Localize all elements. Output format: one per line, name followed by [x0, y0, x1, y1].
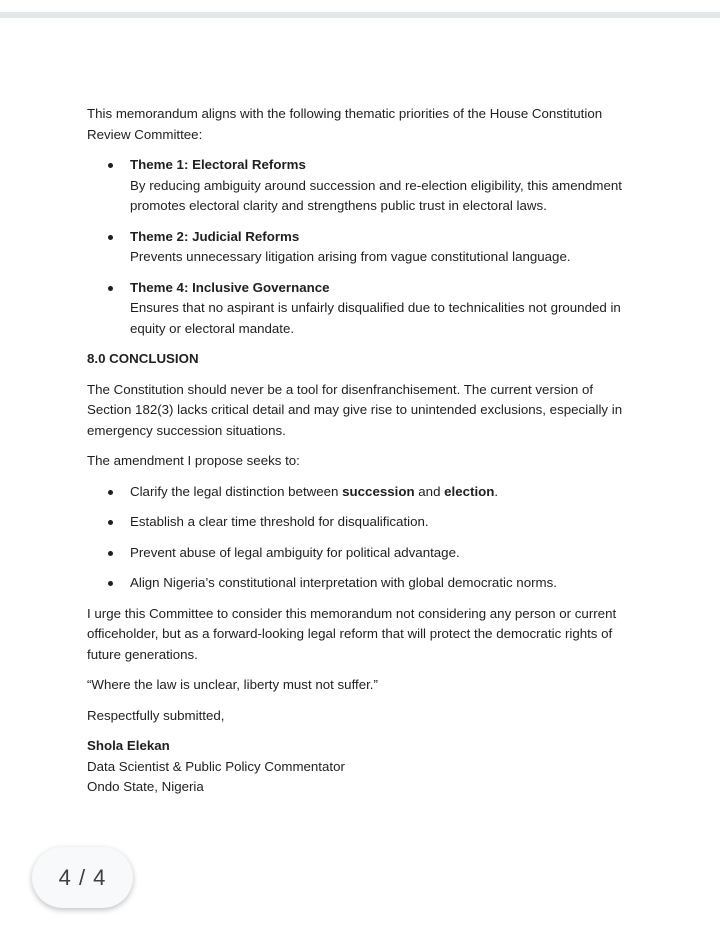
proposal-item	[87, 512, 632, 533]
theme-item	[87, 155, 632, 217]
theme-description: Prevents unnecessary litigation arising from vague constitutional language.	[130, 249, 571, 264]
emphasis-election: election	[444, 483, 495, 499]
proposal-item	[87, 482, 632, 503]
proposal-item	[87, 543, 632, 564]
appeal-paragraph: I urge this Committee to consider this memorandum not considering any person or current officeholder, but as a forward-looking legal reform that will protect the democratic rights of future generations.	[87, 605, 617, 662]
signatory-name: Shola Elekan	[87, 738, 170, 753]
viewer-top-bar	[0, 12, 720, 18]
theme-description: By reducing ambiguity around succession and re-election eligibility, this amendment promotes electoral clarity and strengthens public trust in electoral laws.	[130, 177, 622, 213]
themes-list	[87, 155, 632, 339]
conclusion-paragraph: The Constitution should never be a tool for disenfranchisement. The current version of Section 182(3) lacks critical detail and may give rise to unintended exclusions, especially in emergency succession situations.	[87, 381, 623, 438]
emphasis-succession: succession	[342, 483, 415, 499]
theme-title: Theme 1: Electoral Reforms	[130, 157, 306, 172]
bullet-icon	[108, 490, 113, 495]
bullet-icon	[108, 551, 113, 556]
proposal-list	[87, 482, 632, 594]
quote: “Where the law is unclear, liberty must not suffer.”	[87, 677, 378, 692]
proposal-intro: The amendment I propose seeks to:	[87, 453, 300, 468]
proposal-text-part: .	[494, 483, 499, 499]
signatory-location: Ondo State, Nigeria	[87, 779, 204, 794]
proposal-text	[130, 484, 498, 499]
proposal-text-part: Clarify the legal distinction between	[130, 483, 343, 499]
proposal-text: Establish a clear time threshold for disqualification.	[130, 514, 429, 529]
theme-description: Ensures that no aspirant is unfairly disqualified due to technicalities not grounded in equity or electoral mandate.	[130, 300, 621, 336]
theme-title: Theme 2: Judicial Reforms	[130, 228, 300, 244]
bullet-icon	[108, 163, 113, 168]
signature-block	[87, 736, 632, 798]
section-heading: 8.0 CONCLUSION	[87, 351, 199, 366]
proposal-text: Prevent abuse of legal ambiguity for political advantage.	[130, 544, 460, 560]
theme-title: Theme 4: Inclusive Governance	[130, 279, 330, 295]
closing-line: Respectfully submitted,	[87, 707, 225, 723]
signatory-title: Data Scientist & Public Policy Commentator	[87, 758, 345, 774]
theme-item	[87, 278, 632, 340]
proposal-item	[87, 573, 632, 594]
intro-paragraph: This memorandum aligns with the following thematic priorities of the House Constitution Review Committee:	[87, 106, 603, 142]
bullet-icon	[108, 520, 113, 525]
bullet-icon	[108, 581, 113, 586]
bullet-icon	[108, 235, 113, 240]
bullet-icon	[108, 286, 113, 291]
document-page	[87, 104, 632, 798]
proposal-text: Align Nigeria’s constitutional interpretation with global democratic norms.	[130, 575, 557, 590]
page-indicator[interactable]: 4 / 4	[32, 847, 133, 908]
proposal-text-part: and	[414, 483, 445, 499]
theme-item	[87, 227, 632, 268]
